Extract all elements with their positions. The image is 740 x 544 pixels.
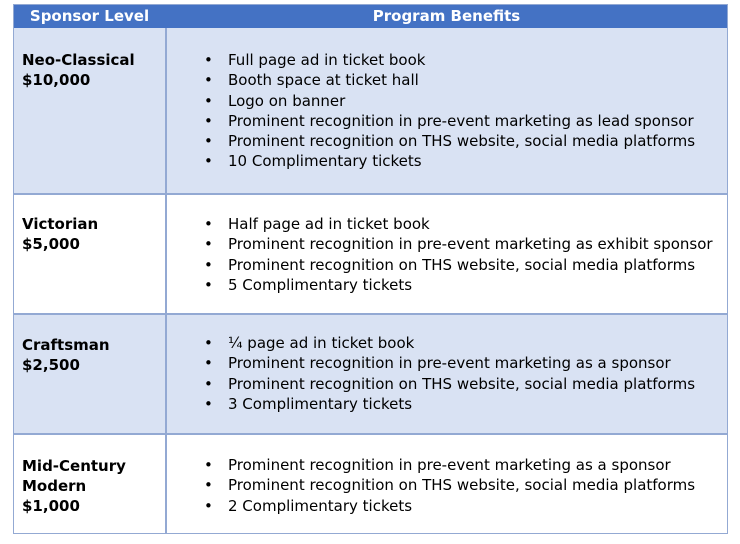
benefit-item: • Prominent recognition in pre-event marketing as a sponsor [204,353,695,373]
benefits-list [204,333,695,414]
sponsor-level-cell [22,456,162,516]
benefit-item: • 10 Complimentary tickets [204,151,695,171]
table-row [14,195,727,313]
benefits-list [204,50,695,172]
table-row [14,28,727,193]
sponsor-table [13,4,728,534]
sponsor-level-cell [22,214,162,254]
sponsor-level-text: $5,000 [22,235,80,253]
sponsor-level-text: $2,500 [22,356,80,374]
sponsor-level-header: Sponsor Level [29,7,150,25]
benefit-item: • Half page ad in ticket book [204,214,713,234]
benefit-item: • Prominent recognition on THS website, social media platforms [204,475,695,495]
benefit-item: • Prominent recognition in pre-event marketing as exhibit sponsor [204,234,713,254]
table-row [14,435,727,533]
sponsor-level-cell [22,335,162,375]
benefit-item: • Full page ad in ticket book [204,50,695,70]
table-row [14,315,727,433]
benefit-item: • Booth space at ticket hall [204,70,695,90]
column-divider [165,435,167,533]
sponsor-level-text: Modern [22,477,87,495]
column-divider [165,195,167,313]
program-benefits-header: Program Benefits [372,7,521,25]
sponsor-level-text: $10,000 [22,71,91,89]
benefit-item: • ¼ page ad in ticket book [204,333,695,353]
sponsor-level-text: Neo-Classical [22,51,135,69]
column-divider [165,28,167,193]
column-divider [165,315,167,433]
benefit-item: • Prominent recognition on THS website, social media platforms [204,374,695,394]
sponsor-level-text: $1,000 [22,497,80,515]
benefit-item: • 2 Complimentary tickets [204,496,695,516]
benefit-item: • 5 Complimentary tickets [204,275,713,295]
benefit-item: • Prominent recognition on THS website, social media platforms [204,131,695,151]
benefits-list [204,455,695,516]
sponsor-level-text: Victorian [22,215,99,233]
sponsor-level-cell [22,50,162,90]
table-header [14,5,727,28]
benefit-item: • Prominent recognition in pre-event marketing as lead sponsor [204,111,695,131]
benefit-item: • Logo on banner [204,91,695,111]
benefit-item: • 3 Complimentary tickets [204,394,695,414]
sponsor-level-text: Craftsman [22,336,110,354]
benefits-list [204,214,713,295]
benefit-item: • Prominent recognition in pre-event marketing as a sponsor [204,455,695,475]
benefit-item: • Prominent recognition on THS website, social media platforms [204,255,713,275]
sponsor-level-text: Mid-Century [22,457,126,475]
